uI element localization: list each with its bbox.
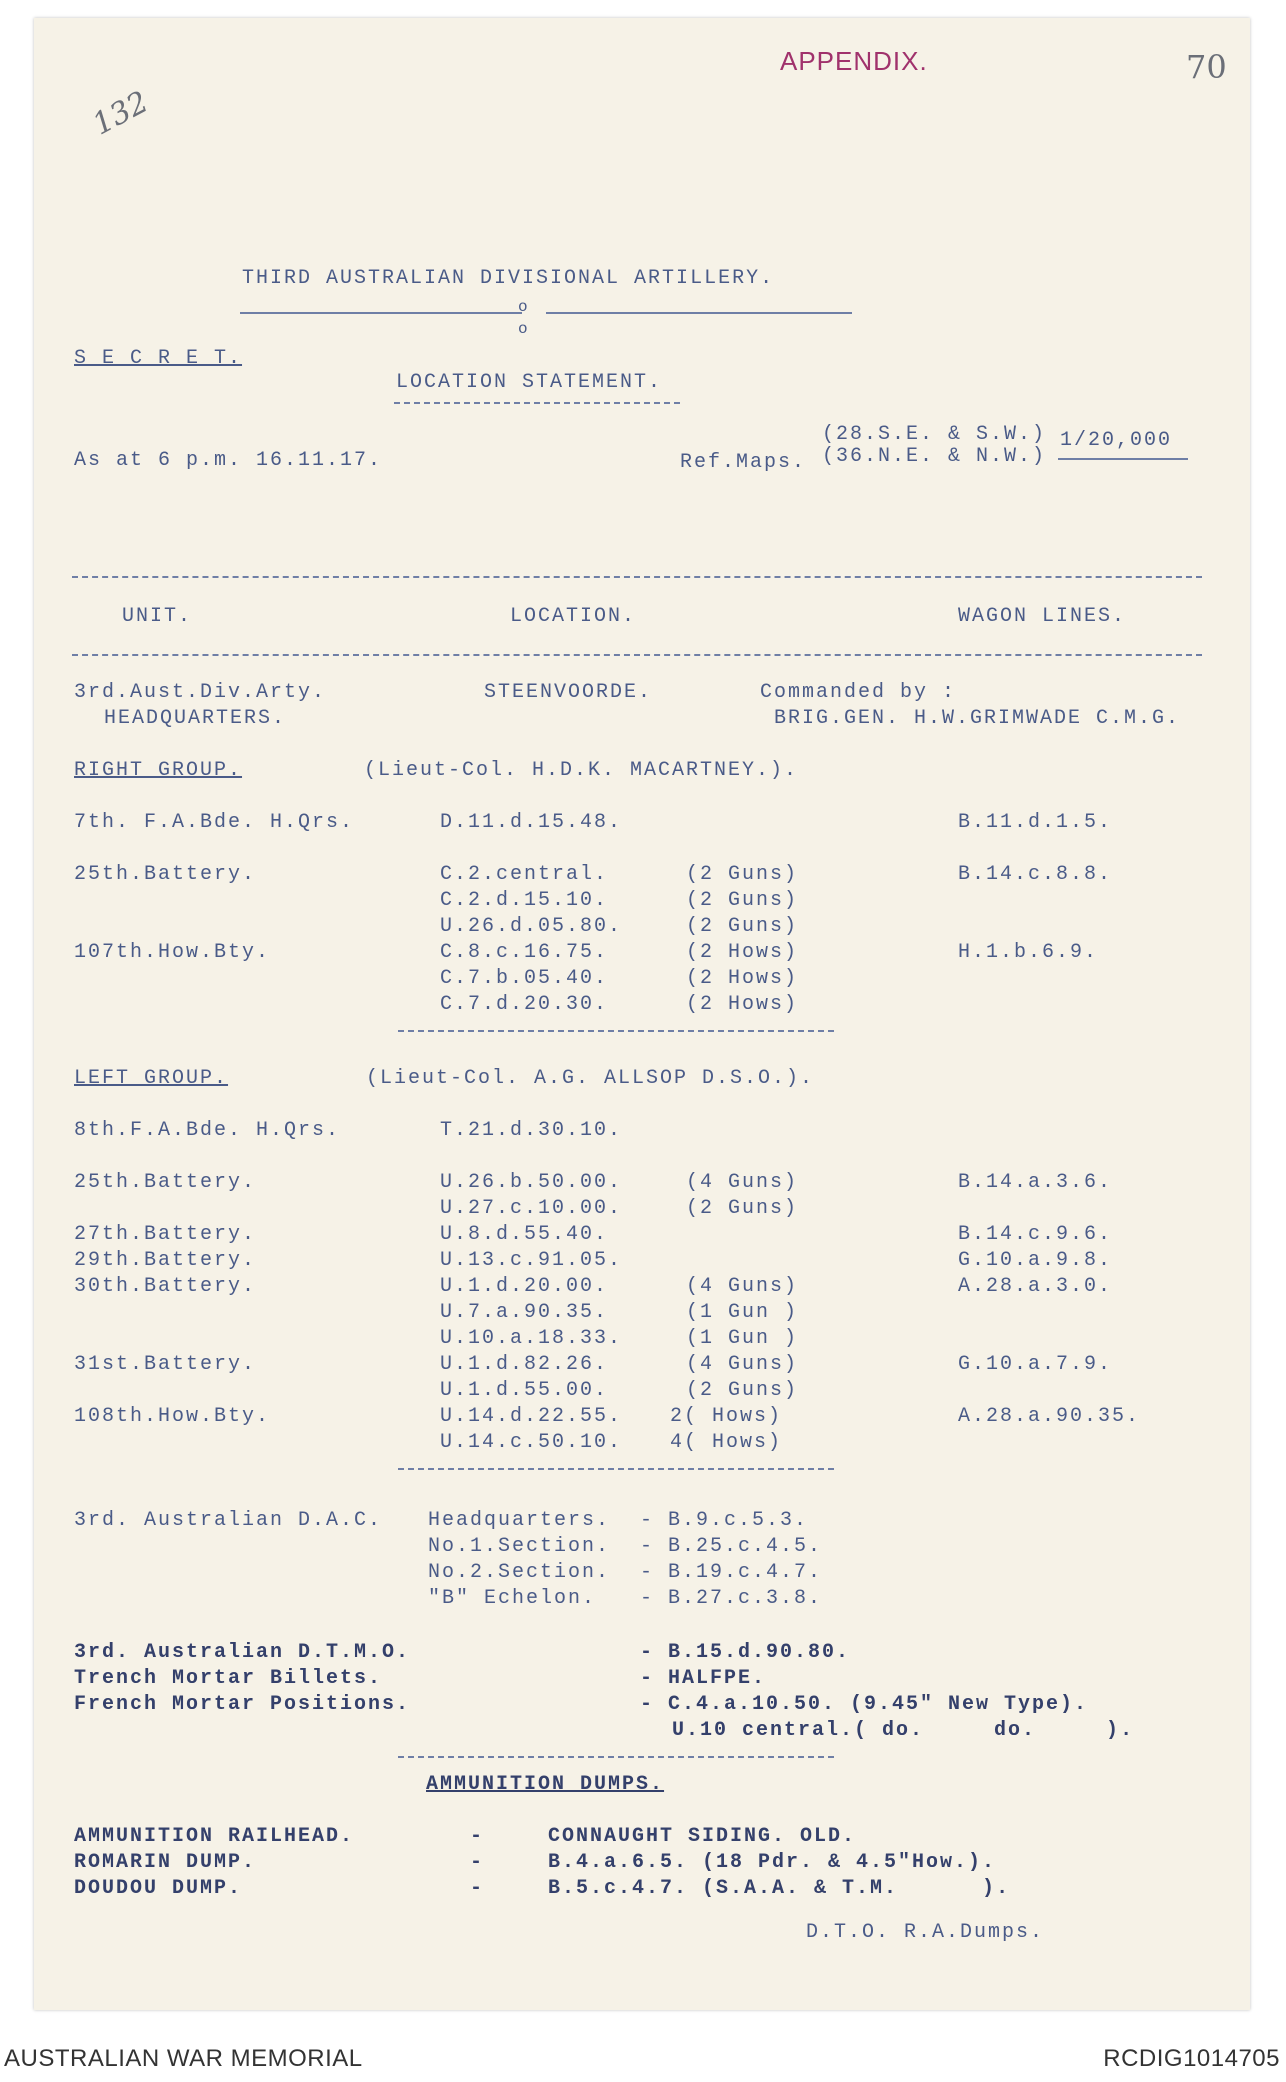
dtmo-row-name: 3rd. Australian D.T.M.O.	[74, 1641, 411, 1664]
table-header-rule	[72, 654, 1202, 656]
ref-maps-label: Ref.Maps.	[680, 451, 807, 474]
table-cell-location: U.1.d.82.26.	[440, 1353, 609, 1376]
dump-row-dash: -	[470, 1851, 485, 1874]
dac-row-location: - B.19.c.4.7.	[640, 1561, 823, 1584]
subtitle-underline	[394, 402, 680, 404]
archive-reference: RCDIG1014705	[1103, 2045, 1280, 2072]
right-group-commander: (Lieut-Col. H.D.K. MACARTNEY.).	[364, 759, 799, 782]
dtmo-end-rule	[398, 1756, 834, 1758]
dumps-footer-note: D.T.O. R.A.Dumps.	[806, 1921, 1045, 1944]
table-cell-wagon: B.14.c.8.8.	[958, 863, 1113, 886]
table-cell-location: U.10.a.18.33.	[440, 1327, 623, 1350]
column-header-location: LOCATION.	[510, 605, 637, 628]
column-header-wagon-lines: WAGON LINES.	[958, 605, 1127, 628]
hq-commander: BRIG.GEN. H.W.GRIMWADE C.M.G.	[774, 707, 1181, 730]
dtmo-row-location: - B.15.d.90.80.	[640, 1641, 851, 1664]
table-cell-location: C.7.b.05.40.	[440, 967, 609, 990]
dac-row-location: - B.27.c.3.8.	[640, 1587, 823, 1610]
handwritten-folio-number: 132	[87, 84, 155, 143]
table-cell-wagon: B.11.d.1.5.	[958, 811, 1113, 834]
table-cell-guns: (2 Hows)	[686, 941, 799, 964]
table-cell-wagon: A.28.a.90.35.	[958, 1405, 1141, 1428]
dump-row-dash: -	[470, 1825, 485, 1848]
dump-row-dash: -	[470, 1877, 485, 1900]
table-cell-location: U.1.d.20.00.	[440, 1275, 609, 1298]
location-statement-heading: LOCATION STATEMENT.	[396, 371, 663, 394]
dump-row-location: B.5.c.4.7. (S.A.A. & T.M. ).	[548, 1877, 1011, 1900]
table-cell-guns: (2 Guns)	[686, 889, 799, 912]
table-cell-guns: (1 Gun )	[686, 1301, 799, 1324]
table-cell-unit: 108th.How.Bty.	[74, 1405, 271, 1428]
table-cell-location: T.21.d.30.10.	[440, 1119, 623, 1142]
table-cell-wagon: A.28.a.3.0.	[958, 1275, 1113, 1298]
table-cell-location: U.14.d.22.55.	[440, 1405, 623, 1428]
dac-row-name: No.1.Section.	[428, 1535, 611, 1558]
hq-unit-line-1: 3rd.Aust.Div.Arty.	[74, 681, 327, 704]
table-cell-location: U.26.b.50.00.	[440, 1171, 623, 1194]
dtmo-row-location: - C.4.a.10.50. (9.45" New Type).	[640, 1693, 1089, 1716]
dac-row-location: - B.9.c.5.3.	[640, 1509, 809, 1532]
dtmo-row-location: U.10 central.( do. do. ).	[672, 1719, 1135, 1742]
dtmo-row-location: - HALFPE.	[640, 1667, 767, 1690]
dac-row-name: No.2.Section.	[428, 1561, 611, 1584]
table-cell-unit: 27th.Battery.	[74, 1223, 257, 1246]
right-group-end-rule	[398, 1030, 834, 1032]
table-cell-location: U.27.c.10.00.	[440, 1197, 623, 1220]
dtmo-row-name: French Mortar Positions.	[74, 1693, 411, 1716]
table-cell-unit: 8th.F.A.Bde. H.Qrs.	[74, 1119, 341, 1142]
document-title: THIRD AUSTRALIAN DIVISIONAL ARTILLERY.	[242, 267, 775, 290]
table-cell-location: C.2.d.15.10.	[440, 889, 609, 912]
hq-unit-line-2: HEADQUARTERS.	[104, 707, 287, 730]
ref-map-sheet-2: (36.N.E. & N.W.)	[822, 445, 1047, 468]
table-cell-wagon: H.1.b.6.9.	[958, 941, 1099, 964]
hq-commanded-label: Commanded by :	[760, 681, 957, 704]
as-at-date: As at 6 p.m. 16.11.17.	[74, 449, 383, 472]
appendix-stamp: APPENDIX.	[780, 46, 928, 76]
hq-location: STEENVOORDE.	[484, 681, 653, 704]
table-cell-guns: 2( Hows)	[670, 1405, 783, 1428]
table-cell-wagon: B.14.a.3.6.	[958, 1171, 1113, 1194]
table-cell-guns: (2 Guns)	[686, 1197, 799, 1220]
left-group-heading: LEFT GROUP.	[74, 1067, 229, 1090]
secret-classification: S E C R E T.	[74, 347, 243, 370]
table-top-rule	[72, 576, 1202, 578]
left-group-commander: (Lieut-Col. A.G. ALLSOP D.S.O.).	[366, 1067, 815, 1090]
table-cell-guns: (2 Guns)	[686, 1379, 799, 1402]
column-header-unit: UNIT.	[122, 605, 193, 628]
table-cell-unit: 25th.Battery.	[74, 1171, 257, 1194]
table-cell-guns: (4 Guns)	[686, 1171, 799, 1194]
ref-map-sheet-1: (28.S.E. & S.W.)	[822, 423, 1047, 446]
table-cell-location: C.8.c.16.75.	[440, 941, 609, 964]
title-rule-right	[546, 312, 852, 314]
table-cell-location: C.7.d.20.30.	[440, 993, 609, 1016]
page-number: 70	[1186, 48, 1227, 86]
table-cell-guns: (4 Guns)	[686, 1275, 799, 1298]
dump-row-location: CONNAUGHT SIDING. OLD.	[548, 1825, 857, 1848]
table-cell-location: U.14.c.50.10.	[440, 1431, 623, 1454]
table-cell-location: U.26.d.05.80.	[440, 915, 623, 938]
table-cell-guns: (2 Guns)	[686, 863, 799, 886]
table-cell-location: C.2.central.	[440, 863, 609, 886]
table-cell-location: U.1.d.55.00.	[440, 1379, 609, 1402]
table-cell-wagon: G.10.a.7.9.	[958, 1353, 1113, 1376]
dumps-heading: AMMUNITION DUMPS.	[426, 1773, 665, 1796]
dump-row-name: AMMUNITION RAILHEAD.	[74, 1825, 355, 1848]
left-group-end-rule	[398, 1468, 834, 1470]
table-cell-location: U.8.d.55.40.	[440, 1223, 609, 1246]
table-cell-unit: 25th.Battery.	[74, 863, 257, 886]
table-cell-unit: 29th.Battery.	[74, 1249, 257, 1272]
dac-row-name: "B" Echelon.	[428, 1587, 597, 1610]
table-cell-unit: 107th.How.Bty.	[74, 941, 271, 964]
right-group-heading: RIGHT GROUP.	[74, 759, 243, 782]
archive-credit: AUSTRALIAN WAR MEMORIAL	[4, 2045, 363, 2072]
title-mark-1: o	[518, 298, 530, 316]
table-cell-guns: (2 Hows)	[686, 993, 799, 1016]
table-cell-wagon: G.10.a.9.8.	[958, 1249, 1113, 1272]
table-cell-location: D.11.d.15.48.	[440, 811, 623, 834]
dump-row-location: B.4.a.6.5. (18 Pdr. & 4.5"How.).	[548, 1851, 997, 1874]
dac-row-location: - B.25.c.4.5.	[640, 1535, 823, 1558]
table-cell-unit: 31st.Battery.	[74, 1353, 257, 1376]
table-cell-guns: 4( Hows)	[670, 1431, 783, 1454]
dtmo-row-name: Trench Mortar Billets.	[74, 1667, 383, 1690]
dac-row-name: Headquarters.	[428, 1509, 611, 1532]
table-cell-unit: 7th. F.A.Bde. H.Qrs.	[74, 811, 355, 834]
title-rule-left	[240, 312, 522, 314]
dump-row-name: ROMARIN DUMP.	[74, 1851, 257, 1874]
scale-underline	[1058, 458, 1188, 460]
table-cell-guns: (4 Guns)	[686, 1353, 799, 1376]
table-cell-guns: (2 Hows)	[686, 967, 799, 990]
table-cell-guns: (1 Gun )	[686, 1327, 799, 1350]
table-cell-location: U.7.a.90.35.	[440, 1301, 609, 1324]
table-cell-location: U.13.c.91.05.	[440, 1249, 623, 1272]
table-cell-unit: 30th.Battery.	[74, 1275, 257, 1298]
ref-map-scale: 1/20,000	[1060, 429, 1173, 452]
dac-label: 3rd. Australian D.A.C.	[74, 1509, 383, 1532]
table-cell-wagon: B.14.c.9.6.	[958, 1223, 1113, 1246]
title-mark-2: o	[518, 320, 530, 338]
table-cell-guns: (2 Guns)	[686, 915, 799, 938]
dump-row-name: DOUDOU DUMP.	[74, 1877, 243, 1900]
